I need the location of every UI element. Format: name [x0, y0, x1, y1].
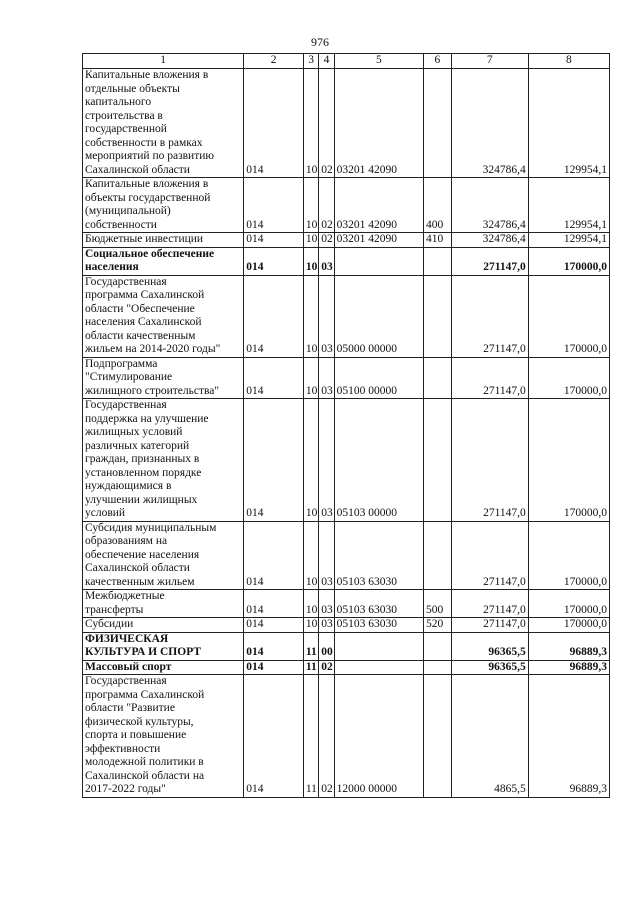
row-name: Капитальные вложения в отдельные объекты капитального строительства в государственной собственности в рамках мероприятий по развитию Сахалинской области [83, 69, 244, 178]
expense-type [424, 521, 452, 590]
amount-col7: 96365,5 [451, 660, 528, 675]
section-code: 10 [303, 178, 318, 233]
header-row [83, 54, 610, 69]
target-article: 05103 63030 [334, 521, 423, 590]
section-code: 10 [303, 247, 318, 275]
header-cell: 2 [244, 54, 304, 69]
row-name: Субсидии [83, 618, 244, 633]
amount-col8: 129954,1 [528, 69, 609, 178]
amount-col8: 96889,3 [528, 632, 609, 660]
expense-type [424, 675, 452, 798]
ministry-code: 014 [244, 675, 304, 798]
header-cell: 6 [424, 54, 452, 69]
target-article: 03201 42090 [334, 233, 423, 248]
expense-type [424, 399, 452, 522]
header-cell: 4 [319, 54, 334, 69]
subsection-code: 03 [319, 357, 334, 399]
target-article: 05000 00000 [334, 275, 423, 357]
row-name: Бюджетные инвестиции [83, 233, 244, 248]
section-code: 10 [303, 275, 318, 357]
row-name: Подпрограмма "Стимулирование жилищного строительства" [83, 357, 244, 399]
ministry-code: 014 [244, 69, 304, 178]
amount-col8: 129954,1 [528, 233, 609, 248]
page-number: 976 [311, 35, 329, 49]
table-body [83, 69, 610, 798]
amount-col7: 324786,4 [451, 178, 528, 233]
section-code: 11 [303, 660, 318, 675]
target-article: 05103 63030 [334, 618, 423, 633]
target-article: 03201 42090 [334, 69, 423, 178]
amount-col8: 170000,0 [528, 590, 609, 618]
amount-col7: 271147,0 [451, 275, 528, 357]
amount-col7: 271147,0 [451, 521, 528, 590]
header-cell: 5 [334, 54, 423, 69]
table-row [83, 660, 610, 675]
section-code: 10 [303, 233, 318, 248]
table-row [83, 275, 610, 357]
expense-type [424, 357, 452, 399]
table-row [83, 247, 610, 275]
expense-type: 410 [424, 233, 452, 248]
section-code: 10 [303, 521, 318, 590]
section-code: 11 [303, 632, 318, 660]
subsection-code: 03 [319, 275, 334, 357]
table-row [83, 178, 610, 233]
expense-type: 520 [424, 618, 452, 633]
ministry-code: 014 [244, 275, 304, 357]
amount-col8: 170000,0 [528, 357, 609, 399]
section-code: 11 [303, 675, 318, 798]
row-name: Государственная поддержка на улучшение жилищных условий различных категорий граждан, признанных в установленном порядке нуждающимися в улучшении жилищных условий [83, 399, 244, 522]
ministry-code: 014 [244, 521, 304, 590]
expense-type [424, 69, 452, 178]
expense-type: 400 [424, 178, 452, 233]
expense-type [424, 247, 452, 275]
header-cell: 8 [528, 54, 609, 69]
ministry-code: 014 [244, 618, 304, 633]
ministry-code: 014 [244, 247, 304, 275]
header-cell: 3 [303, 54, 318, 69]
table-row [83, 675, 610, 798]
row-name: Межбюджетные трансферты [83, 590, 244, 618]
section-code: 10 [303, 69, 318, 178]
subsection-code: 03 [319, 521, 334, 590]
table-row [83, 69, 610, 178]
section-code: 10 [303, 357, 318, 399]
row-name: Субсидия муниципальным образованиям на обеспечение населения Сахалинской области качественным жильем [83, 521, 244, 590]
target-article [334, 660, 423, 675]
row-name: Социальное обеспечение населения [83, 247, 244, 275]
table-row [83, 590, 610, 618]
subsection-code: 02 [319, 178, 334, 233]
table-row [83, 357, 610, 399]
amount-col8: 170000,0 [528, 275, 609, 357]
row-name: ФИЗИЧЕСКАЯ КУЛЬТУРА И СПОРТ [83, 632, 244, 660]
target-article: 05103 63030 [334, 590, 423, 618]
table-row [83, 618, 610, 633]
amount-col7: 271147,0 [451, 357, 528, 399]
expense-type: 500 [424, 590, 452, 618]
target-article: 12000 00000 [334, 675, 423, 798]
target-article [334, 247, 423, 275]
ministry-code: 014 [244, 632, 304, 660]
section-code: 10 [303, 618, 318, 633]
table-row [83, 233, 610, 248]
ministry-code: 014 [244, 233, 304, 248]
amount-col7: 4865,5 [451, 675, 528, 798]
table-row [83, 632, 610, 660]
subsection-code: 02 [319, 660, 334, 675]
subsection-code: 03 [319, 399, 334, 522]
subsection-code: 03 [319, 247, 334, 275]
amount-col8: 170000,0 [528, 521, 609, 590]
amount-col8: 170000,0 [528, 247, 609, 275]
table-row [83, 399, 610, 522]
subsection-code: 03 [319, 590, 334, 618]
row-name: Государственная программа Сахалинской области "Развитие физической культуры, спорта и повышение эффективности молодежной политики в Сахалинской области на 2017-2022 годы" [83, 675, 244, 798]
expense-type [424, 632, 452, 660]
target-article [334, 632, 423, 660]
row-name: Государственная программа Сахалинской области "Обеспечение населения Сахалинской области качественным жильем на 2014-2020 годы" [83, 275, 244, 357]
amount-col7: 271147,0 [451, 590, 528, 618]
ministry-code: 014 [244, 590, 304, 618]
amount-col8: 170000,0 [528, 618, 609, 633]
target-article: 05100 00000 [334, 357, 423, 399]
expense-type [424, 660, 452, 675]
subsection-code: 02 [319, 69, 334, 178]
subsection-code: 03 [319, 618, 334, 633]
amount-col7: 271147,0 [451, 247, 528, 275]
section-code: 10 [303, 590, 318, 618]
target-article: 03201 42090 [334, 178, 423, 233]
ministry-code: 014 [244, 178, 304, 233]
ministry-code: 014 [244, 357, 304, 399]
row-name: Массовый спорт [83, 660, 244, 675]
expense-type [424, 275, 452, 357]
amount-col7: 324786,4 [451, 69, 528, 178]
ministry-code: 014 [244, 660, 304, 675]
subsection-code: 02 [319, 233, 334, 248]
amount-col8: 129954,1 [528, 178, 609, 233]
header-cell: 1 [83, 54, 244, 69]
amount-col7: 271147,0 [451, 618, 528, 633]
target-article: 05103 00000 [334, 399, 423, 522]
section-code: 10 [303, 399, 318, 522]
ministry-code: 014 [244, 399, 304, 522]
header-cell: 7 [451, 54, 528, 69]
subsection-code: 00 [319, 632, 334, 660]
amount-col7: 324786,4 [451, 233, 528, 248]
row-name: Капитальные вложения в объекты государственной (муниципальной) собственности [83, 178, 244, 233]
subsection-code: 02 [319, 675, 334, 798]
budget-table [82, 53, 610, 798]
amount-col8: 170000,0 [528, 399, 609, 522]
amount-col8: 96889,3 [528, 660, 609, 675]
amount-col7: 271147,0 [451, 399, 528, 522]
amount-col8: 96889,3 [528, 675, 609, 798]
table-row [83, 521, 610, 590]
amount-col7: 96365,5 [451, 632, 528, 660]
